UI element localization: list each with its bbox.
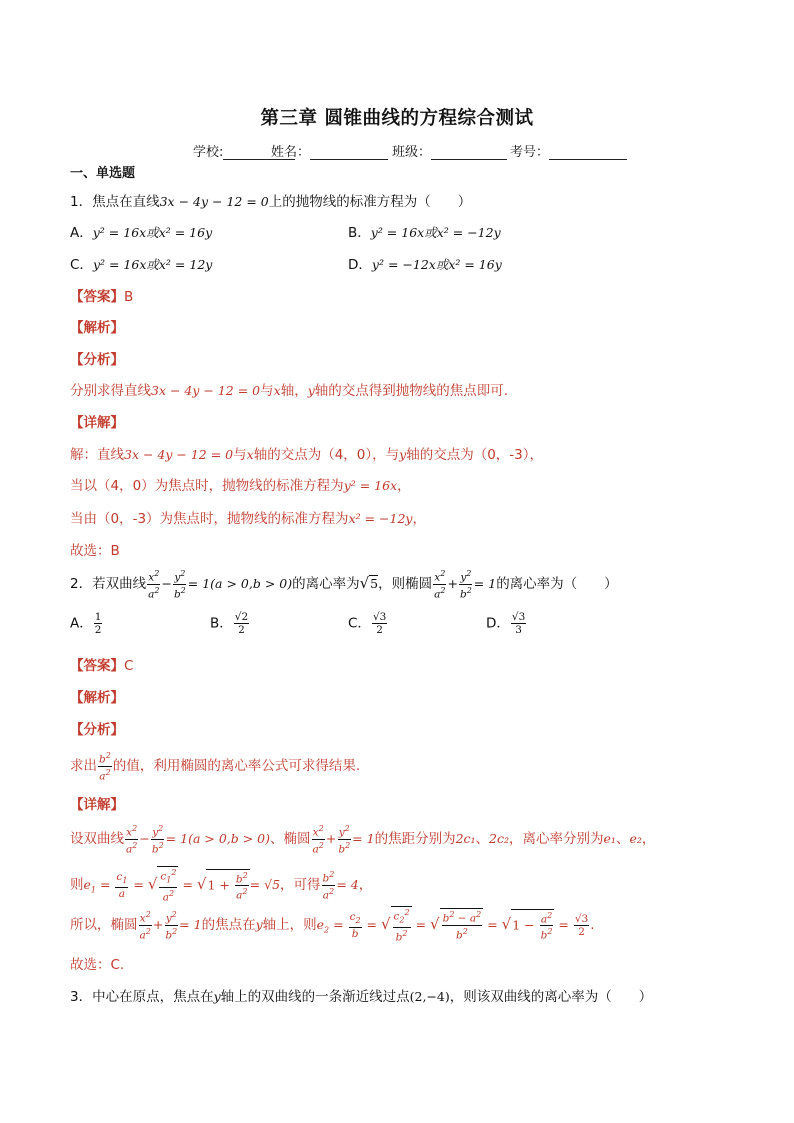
q2-detail-line-2: 则$e_1$ = $\frac{c_1}{a}$ = √ $\frac{c_1^2}{a^2}$ = √1 + $\frac{b^2}{a^2}$ = √5，可得 $\frac{b^2}{a^2}$ = 4， (70, 868, 373, 904)
q2-option-d[interactable]: D． $\frac{√3}{3}$ (486, 611, 526, 636)
q1-jiexi-heading: 【解析】 (70, 320, 124, 336)
q2-answer: 【答案】C (70, 658, 134, 674)
q1-xiangjie-heading: 【详解】 (70, 415, 124, 431)
class-label: 班级： (392, 145, 432, 160)
exam-no-field[interactable] (549, 146, 627, 160)
q2-option-a[interactable]: A． $\frac{1}{2}$ (70, 611, 102, 636)
q2-analysis: 求出 $\frac{b^2}{a^2}$ 的值，利用椭圆的离心率公式可求得结果. (70, 751, 361, 782)
q2-detail-line-1: 设双曲线 $\frac{x^2}{a^2}$ − $\frac{y^2}{b^2}$ = 1(a > 0,b > 0)、椭圆 $\frac{x^2}{a^2}$ + $\frac{y^2}{b^2}$ = 1的焦距分别为2c₁、2c₂，离心率分别为e₁、e₂， (70, 824, 656, 855)
q1-fenxi-heading: 【分析】 (70, 352, 124, 368)
q1-analysis: 分别求得直线3x − 4y − 12 = 0与x轴，y轴的交点得到抛物线的焦点即可. (70, 383, 509, 399)
q2-jiexi-heading: 【解析】 (70, 690, 124, 706)
class-field[interactable] (431, 146, 507, 160)
q1-option-a[interactable]: A．y² = 16x或x² = 16y (70, 225, 213, 241)
exam-no-label: 考号： (510, 145, 550, 160)
q1-detail-line-1: 解：直线3x − 4y − 12 = 0与x轴的交点为（4，0），与y轴的交点为（0，-3）， (70, 447, 544, 463)
q1-stem: 1．焦点在直线3x − 4y − 12 = 0上的抛物线的标准方程为（ ） (70, 194, 472, 210)
q1-option-c[interactable]: C．y² = 16x或x² = 12y (70, 257, 213, 273)
q2-xiangjie-heading: 【详解】 (70, 797, 124, 813)
name-label: 姓名： (271, 145, 311, 160)
q1-option-d[interactable]: D．y² = −12x或x² = 16y (348, 257, 502, 273)
section-heading: 一、单选题 (70, 166, 136, 181)
q2-option-c[interactable]: C． $\frac{√3}{2}$ (348, 611, 387, 636)
q2-detail-line-3: 所以，椭圆 $\frac{x^2}{a^2}$ + $\frac{y^2}{b^2}$ = 1的焦点在y轴上，则$e_2$ = $\frac{c_2}{b}$ = √ $\frac{c_2^2}{b^2}$ = √ $\frac{b^2 - a^2}{b^2}$ = √1 − $\frac{a^2}{b^2}$ = $\frac{√3}{2}$ . (70, 908, 595, 944)
name-field[interactable] (310, 146, 388, 160)
q2-stem: 2．若双曲线 $\frac{x^2}{a^2}$ − $\frac{y^2}{b^2}$ = 1(a > 0,b > 0)的离心率为√5，则椭圆 $\frac{x^2}{a^2}$ + $\frac{y^2}{b^2}$ = 1的离心率为（ ） (70, 569, 618, 600)
q1-answer: 【答案】B (70, 289, 134, 305)
q1-detail-line-3: 当由（0，-3）为焦点时，抛物线的标准方程为x² = −12y， (70, 511, 426, 527)
q1-detail-line-2: 当以（4，0）为焦点时，抛物线的标准方程为y² = 16x， (70, 478, 411, 494)
q2-choose: 故选：C. (70, 957, 125, 973)
page-title: 第三章 圆锥曲线的方程综合测试 (260, 108, 534, 129)
school-label: 学校: (193, 145, 224, 160)
q2-option-b[interactable]: B． $\frac{√2}{2}$ (210, 611, 249, 636)
q1-choose: 故选：B (70, 543, 120, 559)
q1-option-b[interactable]: B．y² = 16x或x² = −12y (348, 225, 501, 241)
q3-stem: 3．中心在原点，焦点在y轴上的双曲线的一条渐近线过点(2,−4)，则该双曲线的离心率为（ ） (70, 989, 653, 1005)
q2-fenxi-heading: 【分析】 (70, 722, 124, 738)
